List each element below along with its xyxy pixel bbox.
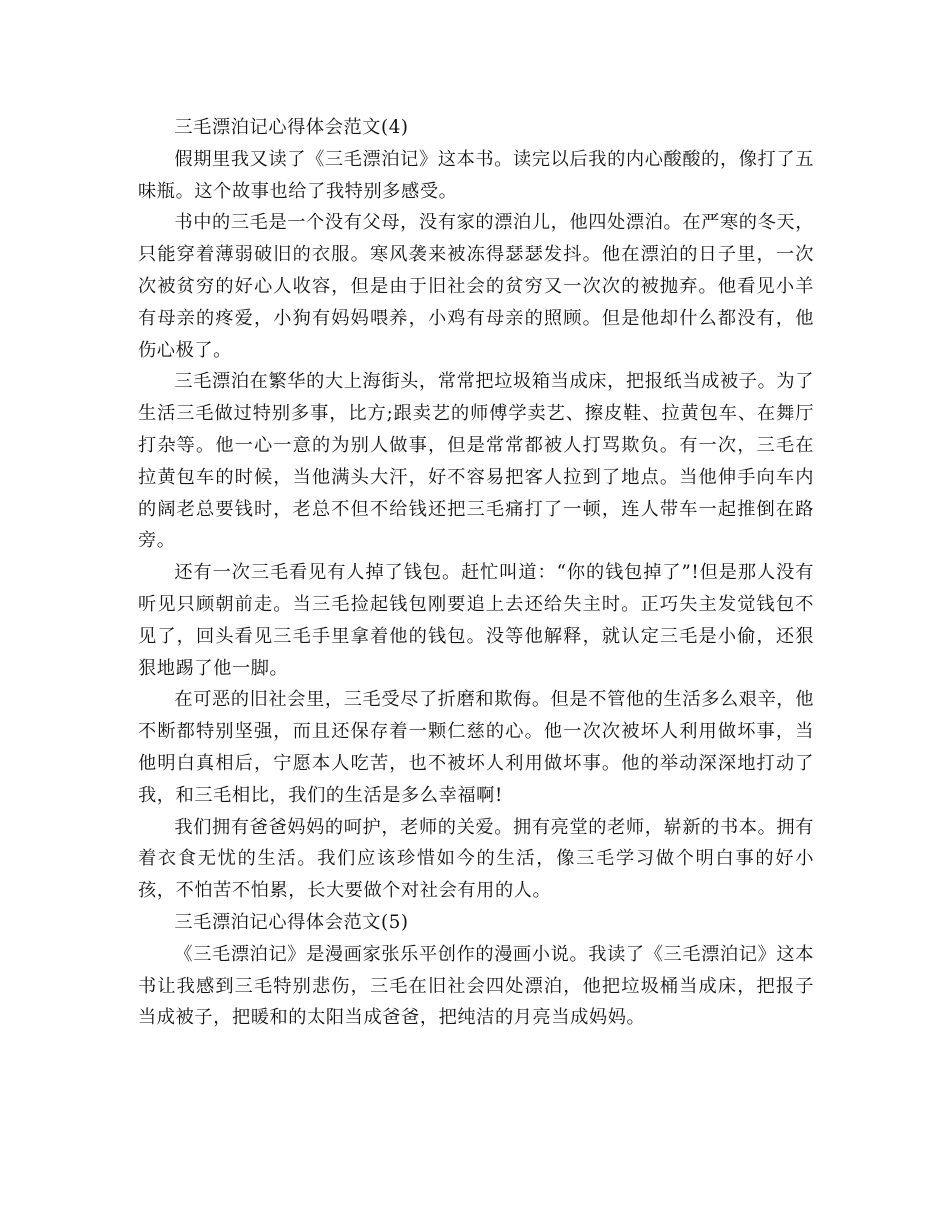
section-heading-4: 三毛漂泊记心得体会范文(4) (174, 117, 409, 138)
paragraph-old-society: 在可恶的旧社会里，三毛受尽了折磨和欺侮。但是不管他的生活多么艰辛，他不断都特别坚强，而且还保存着一颗仁慈的心。他一次次被坏人利用做坏事，当他明白真相后，宁愿本人吃苦，也不被坏人利用做坏事。他的举动深深地打动了我，和三毛相比，我们的生活是多么幸福啊! (138, 689, 814, 806)
paragraph-book-intro: 《三毛漂泊记》是漫画家张乐平创作的漫画小说。我读了《三毛漂泊记》这本书让我感到三毛特别悲伤，三毛在旧社会四处漂泊，他把垃圾桶当成床，把报子当成被子，把暖和的太阳当成爸爸，把纯洁的月亮当成妈妈。 (138, 943, 814, 1029)
paragraph-cherish-life: 我们拥有爸爸妈妈的呵护，老师的关爱。拥有亮堂的老师，崭新的书本。拥有着衣食无忧的生活。我们应该珍惜如今的生活，像三毛学习做个明白事的好小孩，不怕苦不怕累，长大要做个对社会有用的人。 (138, 816, 814, 902)
paragraph-shanghai-streets: 三毛漂泊在繁华的大上海街头，常常把垃圾箱当成床，把报纸当成被子。为了生活三毛做过特别多事，比方;跟卖艺的师傅学卖艺、擦皮鞋、拉黄包车、在舞厅打杂等。他一心一意的为别人做事，但是常常都被人打骂欺负。有一次，三毛在拉黄包车的时候，当他满头大汗，好不容易把客人拉到了地点。当他伸手向车内的阔老总要钱时，老总不但不给钱还把三毛痛打了一顿，连人带车一起推倒在路旁。 (138, 371, 814, 552)
document-body (138, 112, 814, 1034)
paragraph-orphan-life: 书中的三毛是一个没有父母，没有家的漂泊儿，他四处漂泊。在严寒的冬天，只能穿着薄弱破旧的衣服。寒风袭来被冻得瑟瑟发抖。他在漂泊的日子里，一次次被贫穷的好心人收容，但是由于旧社会的贫穷又一次次的被抛弃。他看见小羊有母亲的疼爱，小狗有妈妈喂养，小鸡有母亲的照顾。但是他却什么都没有，他伤心极了。 (138, 212, 814, 361)
section-heading-5: 三毛漂泊记心得体会范文(5) (174, 911, 409, 933)
paragraph-intro: 假期里我又读了《三毛漂泊记》这本书。读完以后我的内心酸酸的，像打了五味瓶。这个故事也给了我特别多感受。 (138, 148, 814, 202)
paragraph-wallet-story: 还有一次三毛看见有人掉了钱包。赶忙叫道：“你的钱包掉了”!但是那人没有听见只顾朝前走。当三毛捡起钱包刚要追上去还给失主时。正巧失主发觉钱包不见了，回头看见三毛手里拿着他的钱包。没等他解释，就认定三毛是小偷，还狠狠地踢了他一脚。 (138, 562, 814, 679)
